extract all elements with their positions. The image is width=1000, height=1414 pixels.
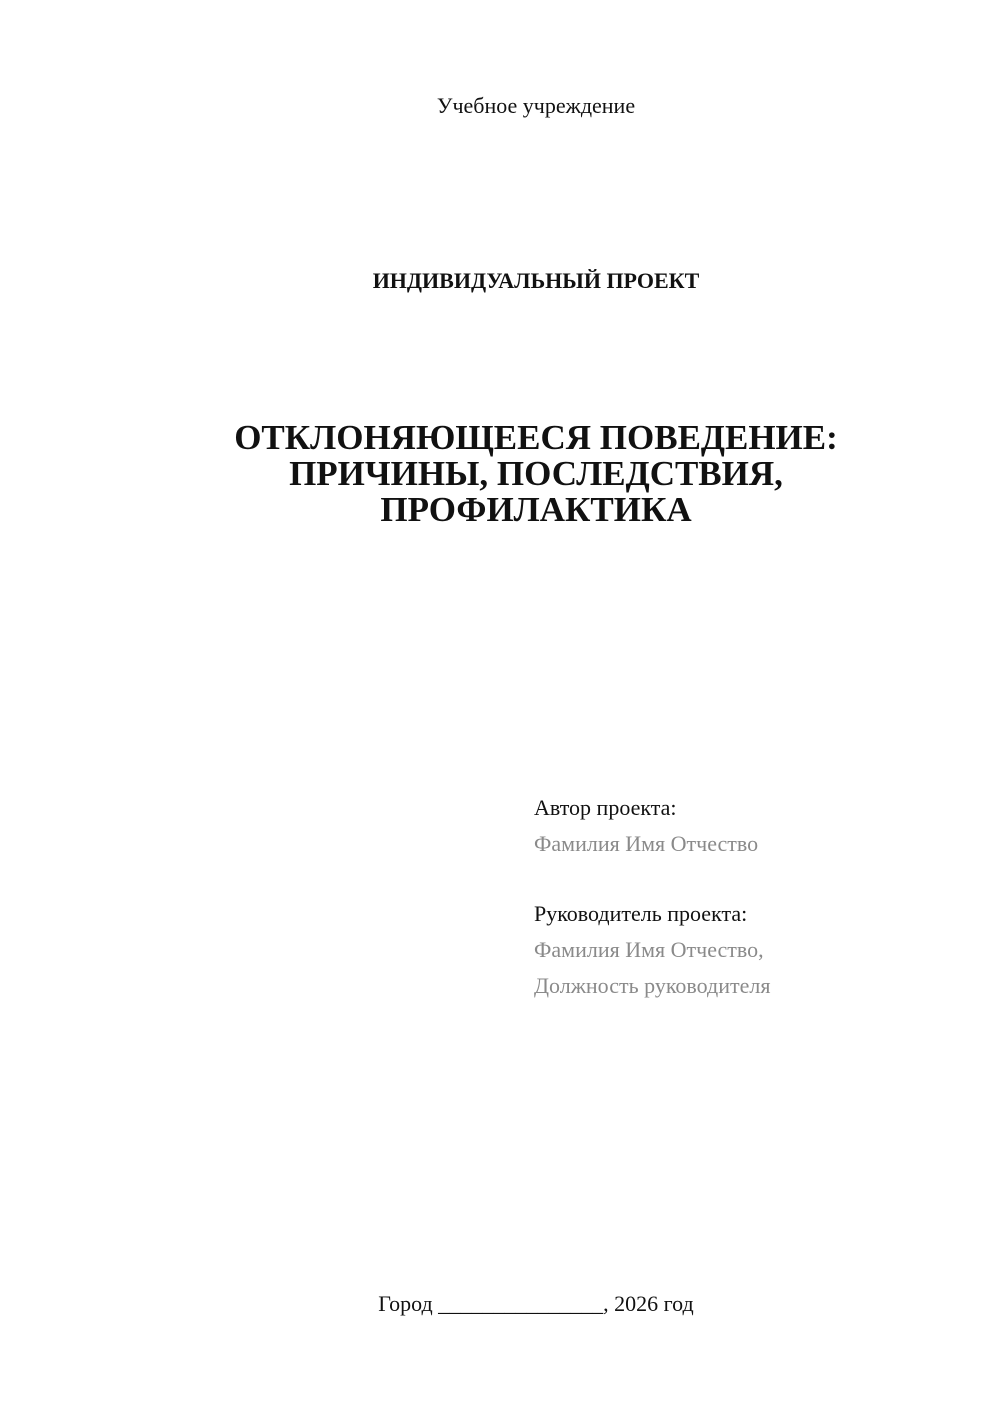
- supervisor-label: Руководитель проекта:: [534, 901, 748, 926]
- author-label: Автор проекта:: [534, 795, 677, 820]
- supervisor-name-placeholder: Фамилия Имя Отчество,: [534, 937, 764, 962]
- project-type-heading: ИНДИВИДУАЛЬНЫЙ ПРОЕКТ: [372, 268, 700, 293]
- project-title-line-1: ОТКЛОНЯЮЩЕЕСЯ ПОВЕДЕНИЕ:: [234, 418, 838, 457]
- credits-block: [534, 790, 770, 1004]
- institution-name: Учебное учреждение: [436, 93, 636, 118]
- supervisor-position-placeholder: Должность руководителя: [534, 973, 771, 998]
- project-title-line-3: ПРОФИЛАКТИКА: [380, 490, 692, 529]
- credits-spacer: [534, 862, 770, 896]
- author-name-placeholder: Фамилия Имя Отчество: [534, 831, 759, 856]
- city-year-line: Город _______________, 2026 год: [378, 1291, 694, 1316]
- project-title-line-2: ПРИЧИНЫ, ПОСЛЕДСТВИЯ,: [289, 454, 783, 493]
- project-title: [0, 420, 1000, 528]
